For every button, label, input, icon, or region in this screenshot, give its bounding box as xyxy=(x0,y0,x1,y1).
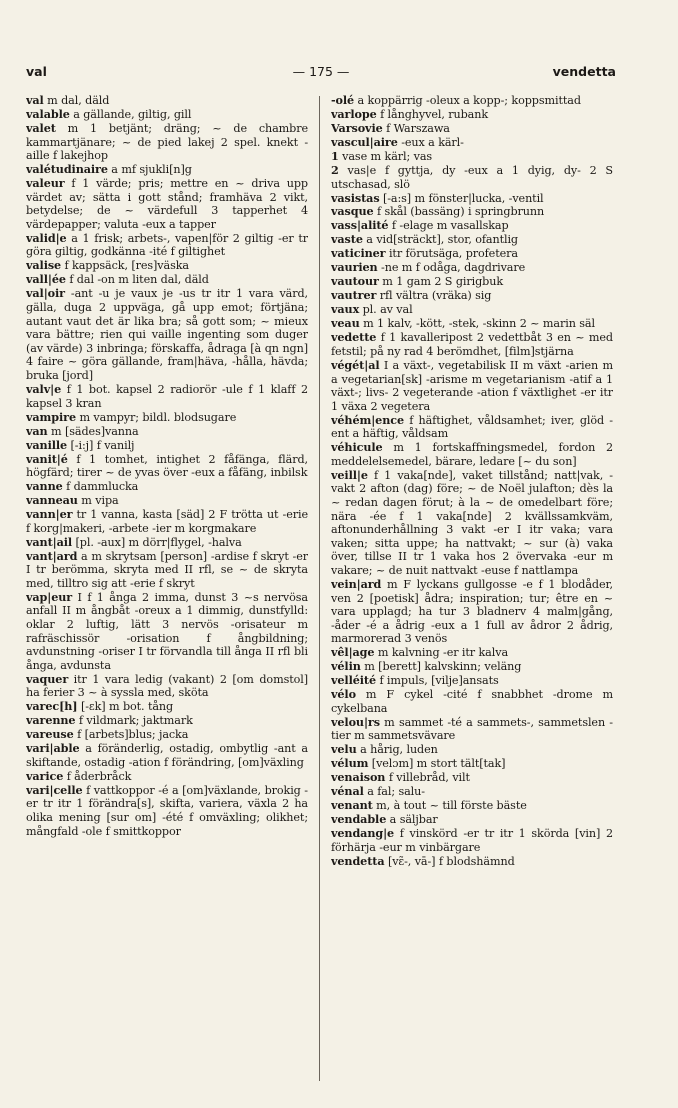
dictionary-entry: valid|e a 1 frisk; arbets-, vapen|för 2 giltig -er tr göra giltig, godkänna -ité f giltighet xyxy=(26,230,308,259)
dictionary-entry: vélo m F cykel -cité f snabbhet -drome m cykelbana xyxy=(331,687,613,715)
dictionary-entry: veill|e f 1 vaka[nde], vaket tillstånd; natt|vak, -vakt 2 afton (dag) före; ~ de Noël julafton; dès la ~ redan dagen förut; à la ~ de omedelbart före; nära -ée f 1 vaka[nde] 2 kvällssamkväm, aftonunderhållning 3 vakt -er I itr vaka; vara vaken; sitta uppe; ha nattvakt; ~ sur (à) vaka över, tillse II tr 1 vaka hos 2 övervaka -eur m vakare; ~ de nuit nattvakt -euse f nattlampa xyxy=(331,467,613,577)
dictionary-entry: 1 vase m kärl; vas xyxy=(331,148,433,163)
dictionary-entry: varlope f långhyvel, rubank xyxy=(331,106,489,121)
dictionary-entry: valv|e f 1 bot. kapsel 2 radiorör -ule f 1 klaff 2 kapsel 3 kran xyxy=(26,381,308,410)
dictionary-entry: vautour m 1 gam 2 S girigbuk xyxy=(331,274,504,289)
dictionary-entry: vant|ard a m skrytsam [person] -ardise f skryt -er I tr berömma, skryta med II rfl, se ~ de skryta med, tilltro sig att -erie f skryt xyxy=(26,548,308,590)
dictionary-entry: Varsovie f Warszawa xyxy=(331,120,450,135)
dictionary-entry: veau m 1 kalv, -kött, -stek, -skinn 2 ~ marin säl xyxy=(331,316,595,331)
dictionary-entry: vedette f 1 kavalleripost 2 vedettbåt 3 en ~ med fetstil; på ny rad 4 berömdhet, [film]stjärna xyxy=(331,330,613,358)
dictionary-entry: vaquer itr 1 vara ledig (vakant) 2 [om domstol] ha ferier 3 ~ à syssla med, sköta xyxy=(26,671,308,700)
dictionary-entry: vendable a säljbar xyxy=(331,812,438,827)
dictionary-entry: vari|celle f vattkoppor -é a [om]växlande, brokig -er tr itr 1 förändra[s], skifta, variera, växla 2 ha olika mening [sur om] -été f omväxling; olikhet; mångfald -ole f smittkoppor xyxy=(26,782,308,838)
dictionary-entry: vanne f dammlucka xyxy=(26,479,139,494)
dictionary-entry: vendang|e f vinskörd -er tr itr 1 skörda [vin] 2 förhärja -eur m vinbärgare xyxy=(331,826,613,854)
dictionary-entry: véhém|ence f häftighet, våldsamhet; iver, glöd -ent a häftig, våldsam xyxy=(331,412,613,441)
dictionary-entry: varice f åderbråck xyxy=(26,768,132,783)
dictionary-entry: vautrer rfl vältra (vräka) sig xyxy=(331,288,492,303)
left-column xyxy=(26,94,308,1094)
dictionary-entry: velléité f impuls, [vilje]ansats xyxy=(331,673,499,688)
dictionary-entry: vass|alité f -elage m vasallskap xyxy=(331,218,509,233)
dictionary-entry: venant m, à tout ~ till förste bäste xyxy=(331,798,527,813)
dictionary-entry: varenne f vildmark; jaktmark xyxy=(26,713,193,728)
dictionary-entry: vein|ard m F lyckans gullgosse -e f 1 blodåder, ven 2 [poetisk] ådra; inspiration; tur; être en ~ vara upplagd; ha tur 3 bladnerv 4 malm|gång, -åder -é a ådrig -eux a 1 full av ådror 2 ådrig, marmorerad 3 venös xyxy=(331,576,613,646)
dictionary-entry: velou|rs m sammet -té a sammets-, sammetslen -tier m sammetsvävare xyxy=(331,714,613,743)
dictionary-entry: velu a hårig, luden xyxy=(331,742,438,757)
dictionary-entry: vendetta [vɛ̃-, vā-] f blodshämnd xyxy=(331,853,515,868)
dictionary-entry: vélin m [berett] kalvskinn; veläng xyxy=(331,659,522,674)
dictionary-entry: vall|ée f dal -on m liten dal, däld xyxy=(26,272,209,287)
dictionary-entry: vaux pl. av val xyxy=(331,302,413,317)
dictionary-entry: vampire m vampyr; bildl. blodsugare xyxy=(26,409,237,424)
dictionary-entry: vascul|aire -eux a kärl- xyxy=(331,134,464,149)
dictionary-entry: vénal a fal; salu- xyxy=(331,784,425,799)
dictionary-entry: vaurien -ne m f odåga, dagdrivare xyxy=(331,260,526,275)
dictionary-entry: -olé a koppärrig -oleux a kopp-; koppsmittad xyxy=(331,94,581,107)
dictionary-entry: vanneau m vipa xyxy=(26,493,119,508)
header-first-word: val xyxy=(26,64,47,79)
dictionary-entry: vaticiner itr förutsäga, profetera xyxy=(331,246,518,261)
dictionary-entry: val m dal, däld xyxy=(26,94,110,107)
page-header xyxy=(26,64,616,82)
right-column xyxy=(331,94,613,1094)
dictionary-entry: valable a gällande, giltig, gill xyxy=(26,106,192,121)
dictionary-entry: vaste a vid[sträckt], stor, ofantlig xyxy=(331,232,518,247)
column-divider xyxy=(319,96,320,1081)
dictionary-entry: véhicule m 1 fortskaffningsmedel, fordon 2 meddelelsemedel, bärare, ledare [~ du son] xyxy=(331,440,613,468)
dictionary-entry: valet m 1 betjänt; dräng; ~ de chambre kammartjänare; ~ de pied lakej 2 spel. knekt -aille f lakejhop xyxy=(26,120,308,163)
dictionary-entry: vanit|é f 1 tomhet, intighet 2 fåfänga, flärd, högfärd; tirer ~ de yvas över -eux a fåfäng, inbilsk xyxy=(26,451,308,480)
dictionary-entry: vant|ail [pl. -aux] m dörr|flygel, -halva xyxy=(26,534,242,549)
dictionary-entry: vasistas [-a:s] m fönster|lucka, -ventil xyxy=(331,190,544,205)
dictionary-entry: vari|able a föränderlig, ostadig, ombytlig -ant a skiftande, ostadig -ation f förändring, [om]växling xyxy=(26,741,308,769)
dictionary-entry: végét|al I a växt-, vegetabilisk II m växt -arien m a vegetarian[sk] -arisme m vegetarianism -atif a 1 växt-; livs- 2 vegeterande -ation f växtlighet -er itr 1 växa 2 vegetera xyxy=(331,357,613,413)
dictionary-entry: varec[h] [-ɛk] m bot. tång xyxy=(26,699,174,714)
dictionary-entry: valétudinaire a mf sjukli[n]g xyxy=(26,162,192,177)
dictionary-entry: vêl|age m kalvning -er itr kalva xyxy=(331,645,509,660)
dictionary-entry: vareuse f [arbets]blus; jacka xyxy=(26,727,189,742)
header-last-word: vendetta xyxy=(552,64,616,79)
dictionary-entry: vann|er tr 1 vanna, kasta [säd] 2 F trötta ut -erie f korg|makeri, -arbete -ier m korgmakare xyxy=(26,507,308,535)
dictionary-entry: 2 vas|e f gyttja, dy -eux a 1 dyig, dy- 2 S utschasad, slö xyxy=(331,162,613,191)
dictionary-entry: vasque f skål (bassäng) i springbrunn xyxy=(331,204,545,219)
dictionary-entry: venaison f villebråd, vilt xyxy=(331,770,470,785)
page-number: — 175 — xyxy=(292,64,350,79)
dictionary-entry: vap|eur I f 1 ånga 2 imma, dunst 3 ~s nervösa anfall II m ångbåt -oreux a 1 dimmig, dunstfylld: oklar 2 luftig, lätt 3 nervös -orisateur m rafräschissör -orisation f ångbildning; avdunstning -oriser I tr förvandla till ånga II rfl bli ånga, avdunsta xyxy=(26,589,308,672)
dictionary-entry: vélum [velɔm] m stort tält[tak] xyxy=(331,756,506,771)
dictionary-entry: van m [sädes]vanna xyxy=(26,423,139,438)
dictionary-entry: val|oir -ant -u je vaux je -us tr itr 1 vara värd, gälla, duga 2 uppväga, gå upp emot; förtjäna; autant vaut det är lika bra; så gott som; ~ mieux vara bättre; rien qui vaille ingenting som duger (av värde) 3 inbringa; förskaffa, ådraga [à qn ngn] 4 faire ~ göra gällande, fram|häva, -hålla, hävda; bruka [jord] xyxy=(26,286,308,382)
dictionary-entry: valeur f 1 värde; pris; mettre en ~ driva upp värdet av; sätta i gott stånd; framhäva 2 vikt, betydelse; de ~ värdefull 3 tapperhet 4 värdepapper; valuta -eux a tapper xyxy=(26,176,308,231)
dictionary-entry: vanille [-i:j] f vanilj xyxy=(26,437,135,452)
dictionary-entry: valise f kappsäck, [res]väska xyxy=(26,258,189,273)
